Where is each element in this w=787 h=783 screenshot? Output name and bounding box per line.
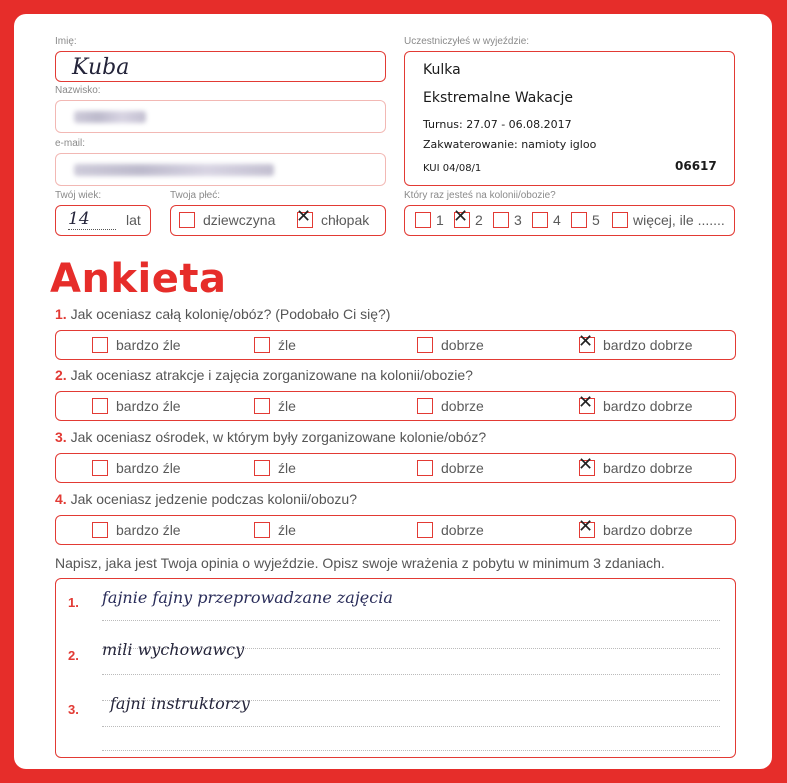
email-label: e-mail:: [55, 138, 86, 149]
count-more-checkbox[interactable]: [612, 212, 628, 228]
answer-label: dobrze: [441, 398, 484, 414]
answer-checkbox[interactable]: [254, 337, 270, 353]
name-value: Kuba: [72, 55, 130, 80]
redacted-email: [74, 164, 274, 176]
gender-female-checkbox[interactable]: [179, 212, 195, 228]
question-text: Jak oceniasz całą kolonię/obóz? (Podobało Ci się?): [70, 306, 391, 322]
count-label: Który raz jesteś na kolonii/obozie?: [404, 190, 556, 201]
answer-checkbox[interactable]: [417, 398, 433, 414]
question-1-answers: [55, 330, 736, 360]
trip-program: Ekstremalne Wakacje: [423, 90, 574, 106]
question-text: Jak oceniasz atrakcje i zajęcia zorganizowane na kolonii/obozie?: [70, 367, 473, 383]
gender-field: [170, 205, 386, 236]
trip-name: Kulka: [423, 62, 461, 78]
question-text: Jak oceniasz jedzenie podczas kolonii/obozu?: [70, 491, 357, 507]
answer-label: źle: [278, 337, 296, 353]
count-4-label: 4: [553, 212, 561, 228]
count-more-label: więcej, ile .......: [633, 212, 725, 228]
opinion-line-2-number: 2.: [68, 648, 79, 663]
answer-checkbox[interactable]: [92, 460, 108, 476]
answer-checkbox[interactable]: [417, 460, 433, 476]
answer-label: źle: [278, 398, 296, 414]
writing-line: [102, 674, 720, 675]
question-3: [55, 429, 486, 445]
age-field[interactable]: [55, 205, 151, 236]
question-4-answers: [55, 515, 736, 545]
opinion-line-1-number: 1.: [68, 595, 79, 610]
question-number: 2.: [55, 367, 67, 383]
survey-form: [14, 14, 772, 769]
answer-label: dobrze: [441, 522, 484, 538]
answer-label: bardzo źle: [116, 398, 181, 414]
answer-checkbox[interactable]: [254, 460, 270, 476]
question-text: Jak oceniasz ośrodek, w którym były zorganizowane kolonie/obóz?: [70, 429, 487, 445]
surname-field[interactable]: [55, 100, 386, 133]
check-mark-icon: ✕: [578, 454, 594, 475]
answer-checkbox[interactable]: [92, 522, 108, 538]
count-1-label: 1: [436, 212, 444, 228]
answer-checkbox[interactable]: [92, 337, 108, 353]
answer-label: źle: [278, 522, 296, 538]
name-label: Imię:: [55, 36, 77, 47]
trip-accommodation: Zakwaterowanie: namioty igloo: [423, 138, 597, 151]
count-5-checkbox[interactable]: [571, 212, 587, 228]
count-field: [404, 205, 735, 236]
answer-label: bardzo dobrze: [603, 337, 693, 353]
writing-line: [102, 726, 720, 727]
opinion-line-1-text: fajnie fajny przeprowadzane zajęcia: [102, 588, 393, 607]
trip-turnus: Turnus: 27.07 - 06.08.2017: [423, 118, 572, 131]
answer-checkbox[interactable]: [417, 522, 433, 538]
opinion-prompt: Napisz, jaka jest Twoja opinia o wyjeździe. Opisz swoje wrażenia z pobytu w minimum 3 zdaniach.: [55, 555, 665, 571]
trip-info-box: [404, 51, 735, 186]
question-number: 4.: [55, 491, 67, 507]
age-label: Twój wiek:: [55, 190, 102, 201]
answer-checkbox[interactable]: [578, 516, 595, 538]
surname-label: Nazwisko:: [55, 85, 101, 96]
answer-checkbox[interactable]: [417, 337, 433, 353]
email-field[interactable]: [55, 153, 386, 186]
answer-checkbox[interactable]: [254, 398, 270, 414]
answer-checkbox[interactable]: [578, 454, 595, 476]
question-number: 1.: [55, 306, 67, 322]
count-1-checkbox[interactable]: [415, 212, 431, 228]
trip-code: KUI 04/08/1: [423, 163, 482, 174]
gender-male-checkbox[interactable]: [296, 206, 313, 228]
redacted-surname: [74, 111, 146, 123]
count-2-checkbox[interactable]: [453, 206, 470, 228]
answer-label: bardzo dobrze: [603, 522, 693, 538]
gender-female-label: dziewczyna: [203, 212, 276, 228]
answer-label: bardzo źle: [116, 337, 181, 353]
answer-label: źle: [278, 460, 296, 476]
question-1: [55, 306, 390, 322]
opinion-line-2-text: mili wychowawcy: [102, 640, 245, 659]
check-mark-icon: ✕: [296, 206, 312, 227]
opinion-line-3-text: fajni instruktorzy: [110, 694, 250, 713]
check-mark-icon: ✕: [578, 392, 594, 413]
trip-number: 06617: [675, 159, 717, 173]
answer-checkbox[interactable]: [254, 522, 270, 538]
trip-label: Uczestniczyłeś w wyjeździe:: [404, 36, 530, 47]
count-5-label: 5: [592, 212, 600, 228]
check-mark-icon: ✕: [578, 516, 594, 537]
answer-checkbox[interactable]: [92, 398, 108, 414]
gender-label: Twoja płeć:: [170, 190, 221, 201]
count-2-label: 2: [475, 212, 483, 228]
count-3-label: 3: [514, 212, 522, 228]
page-title: Ankieta: [50, 256, 227, 302]
count-4-checkbox[interactable]: [532, 212, 548, 228]
question-number: 3.: [55, 429, 67, 445]
gender-male-label: chłopak: [321, 212, 370, 228]
question-2: [55, 367, 473, 383]
check-mark-icon: ✕: [453, 206, 469, 227]
writing-line: [102, 620, 720, 621]
count-3-checkbox[interactable]: [493, 212, 509, 228]
check-mark-icon: ✕: [578, 331, 594, 352]
question-4: [55, 491, 357, 507]
question-2-answers: [55, 391, 736, 421]
answer-label: bardzo dobrze: [603, 460, 693, 476]
answer-label: dobrze: [441, 460, 484, 476]
age-unit: lat: [126, 212, 141, 228]
answer-label: bardzo dobrze: [603, 398, 693, 414]
answer-checkbox[interactable]: [578, 392, 595, 414]
answer-label: bardzo źle: [116, 522, 181, 538]
answer-label: dobrze: [441, 337, 484, 353]
answer-checkbox[interactable]: [578, 331, 595, 353]
answer-label: bardzo źle: [116, 460, 181, 476]
opinion-line-3-number: 3.: [68, 702, 79, 717]
name-field[interactable]: [55, 51, 386, 82]
question-3-answers: [55, 453, 736, 483]
writing-line: [102, 750, 720, 751]
age-value: 14: [68, 209, 116, 230]
